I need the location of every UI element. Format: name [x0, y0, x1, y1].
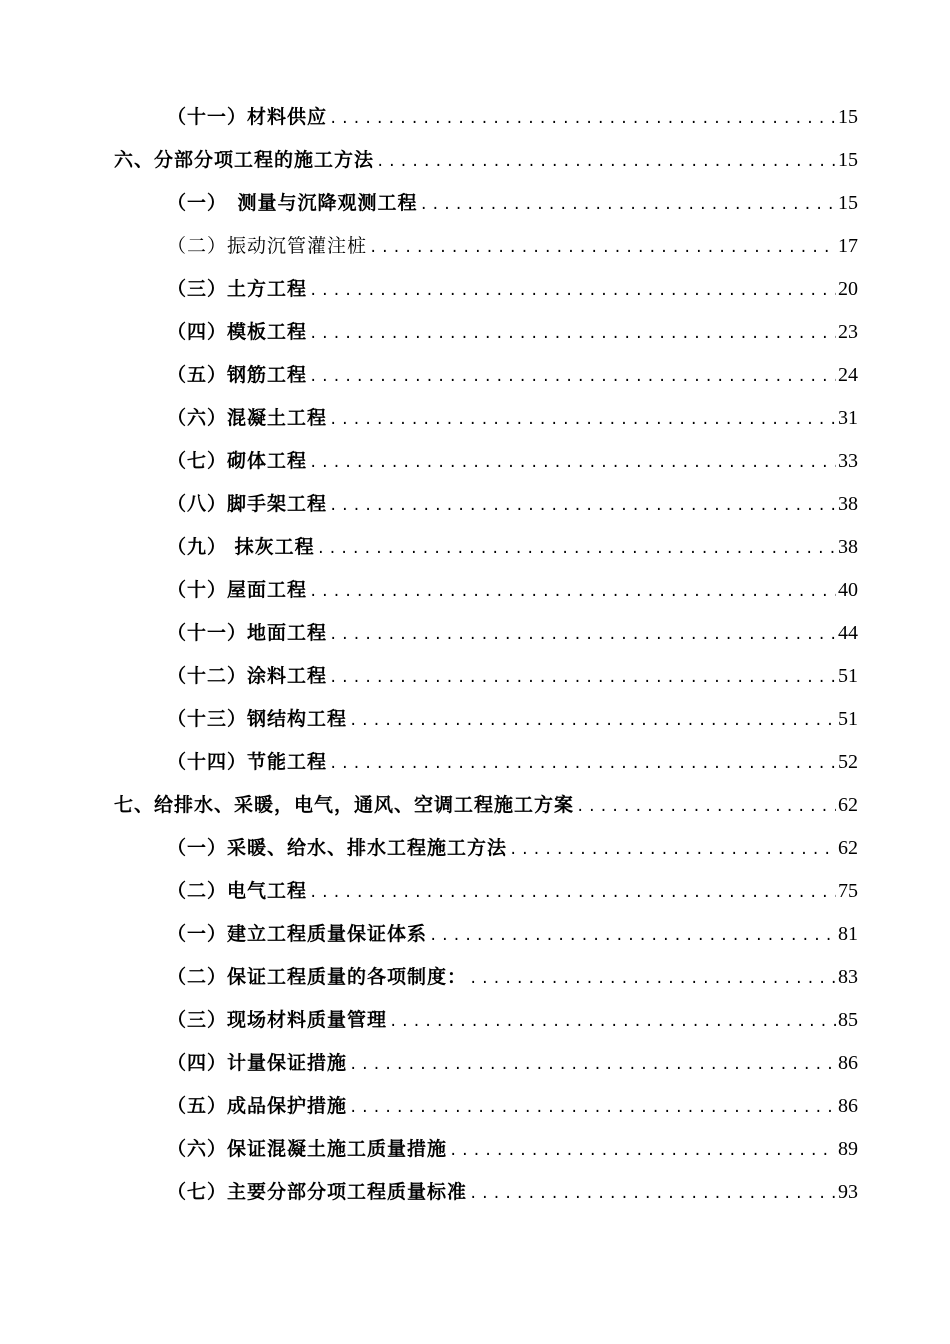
- toc-entry[interactable]: [167, 660, 858, 692]
- toc-entry-page: 23: [838, 321, 858, 343]
- toc-entry-title: （一）采暖、给水、排水工程施工方法: [167, 837, 508, 859]
- toc-entry[interactable]: [167, 359, 858, 391]
- toc-entry-page: 62: [838, 837, 858, 859]
- toc-entry-title: （十二）涂料工程: [167, 665, 328, 687]
- toc-entry[interactable]: [167, 531, 858, 563]
- toc-entry-page: 83: [838, 966, 858, 988]
- toc-entry[interactable]: [167, 1133, 858, 1165]
- toc-entry[interactable]: [167, 402, 858, 434]
- toc-leader: [449, 1135, 836, 1167]
- toc-entry-title: （六）混凝土工程: [167, 407, 328, 429]
- toc-entry-title: （七）主要分部分项工程质量标准: [167, 1181, 468, 1203]
- toc-leader: [349, 1092, 836, 1124]
- toc-leader: [349, 1049, 836, 1081]
- toc-entry-title: 七、给排水、采暖，电气，通风、空调工程施工方案: [114, 794, 575, 816]
- toc-entry[interactable]: [167, 316, 858, 348]
- toc-entry[interactable]: [167, 1004, 858, 1036]
- toc-entry-title: （二）保证工程质量的各项制度：: [167, 966, 468, 988]
- toc-leader: [309, 361, 836, 393]
- toc-entry[interactable]: [167, 746, 858, 778]
- toc-entry-page: 89: [838, 1138, 858, 1160]
- toc-entry-page: 81: [838, 923, 858, 945]
- toc-entry-page: 38: [838, 493, 858, 515]
- toc-entry-page: 31: [838, 407, 858, 429]
- toc-leader: [376, 146, 836, 178]
- toc-leader: [576, 791, 836, 823]
- toc-leader: [389, 1006, 836, 1038]
- toc-entry-title: （十一）材料供应: [167, 106, 328, 128]
- toc-entry-title: （五）钢筋工程: [167, 364, 308, 386]
- toc-leader: [317, 533, 836, 565]
- toc-entry-page: 17: [838, 235, 858, 257]
- toc-entry[interactable]: [167, 187, 858, 219]
- toc-leader: [329, 662, 836, 694]
- toc-entry-title: （二）振动沉管灌注桩: [167, 235, 368, 257]
- toc-entry[interactable]: [167, 617, 858, 649]
- toc-entry-page: 75: [838, 880, 858, 902]
- toc-leader: [509, 834, 836, 866]
- toc-entry-page: 15: [838, 106, 858, 128]
- toc-entry-title: （十四）节能工程: [167, 751, 328, 773]
- toc-leader: [329, 404, 836, 436]
- toc-entry-title: 六、分部分项工程的施工方法: [114, 149, 375, 171]
- toc-leader: [309, 275, 836, 307]
- toc-entry-title: （三）现场材料质量管理: [167, 1009, 388, 1031]
- toc-leader: [469, 963, 836, 995]
- toc-entry-page: 85: [838, 1009, 858, 1031]
- toc-entry-page: 51: [838, 708, 858, 730]
- toc-entry-page: 52: [838, 751, 858, 773]
- toc-entry[interactable]: [167, 961, 858, 993]
- toc-entry-title: （六）保证混凝土施工质量措施: [167, 1138, 448, 1160]
- toc-entry-page: 86: [838, 1095, 858, 1117]
- toc-entry[interactable]: [167, 875, 858, 907]
- toc-leader: [429, 920, 836, 952]
- toc-entry-page: 93: [838, 1181, 858, 1203]
- toc-leader: [329, 103, 836, 135]
- toc-leader: [420, 189, 836, 221]
- toc-entry-title: （三）土方工程: [167, 278, 308, 300]
- toc-entry-page: 62: [838, 794, 858, 816]
- toc-entry-page: 86: [838, 1052, 858, 1074]
- toc-entry[interactable]: [167, 832, 858, 864]
- toc-entry-title: （十三）钢结构工程: [167, 708, 348, 730]
- toc-entry[interactable]: [167, 918, 858, 950]
- toc-entry-page: 33: [838, 450, 858, 472]
- toc-entry[interactable]: [114, 144, 858, 176]
- toc-entry-title: （五）成品保护措施: [167, 1095, 348, 1117]
- toc-entry[interactable]: [167, 1176, 858, 1208]
- toc-entry-title: （四）模板工程: [167, 321, 308, 343]
- toc-entry-title: （一）建立工程质量保证体系: [167, 923, 428, 945]
- toc-entry[interactable]: [167, 445, 858, 477]
- toc-entry[interactable]: [167, 703, 858, 735]
- toc-entry[interactable]: [167, 1047, 858, 1079]
- toc-leader: [469, 1178, 836, 1210]
- toc-entry[interactable]: [167, 230, 858, 262]
- toc-entry-page: 15: [838, 149, 858, 171]
- toc-entry-page: 38: [838, 536, 858, 558]
- toc-leader: [329, 490, 836, 522]
- toc-leader: [309, 447, 836, 479]
- toc-entry[interactable]: [167, 488, 858, 520]
- toc-leader: [309, 877, 836, 909]
- toc-entry[interactable]: [167, 273, 858, 305]
- toc-entry-page: 24: [838, 364, 858, 386]
- toc-entry[interactable]: [114, 789, 858, 821]
- toc-leader: [309, 318, 836, 350]
- toc-entry[interactable]: [167, 574, 858, 606]
- toc-entry-title: （七）砌体工程: [167, 450, 308, 472]
- toc-entry-page: 20: [838, 278, 858, 300]
- toc-entry-title: （四）计量保证措施: [167, 1052, 348, 1074]
- toc-entry-title: （一） 测量与沉降观测工程: [167, 192, 418, 214]
- toc-entry-title: （十）屋面工程: [167, 579, 308, 601]
- toc-entry-page: 51: [838, 665, 858, 687]
- toc-entry-title: （二）电气工程: [167, 880, 308, 902]
- toc-entry-page: 15: [838, 192, 858, 214]
- toc-entry-title: （九） 抹灰工程: [167, 536, 315, 558]
- toc-leader: [349, 705, 836, 737]
- toc-entry[interactable]: [167, 101, 858, 133]
- toc-leader: [309, 576, 836, 608]
- toc-entry-title: （十一）地面工程: [167, 622, 328, 644]
- toc-leader: [329, 619, 836, 651]
- toc-entry[interactable]: [167, 1090, 858, 1122]
- toc-leader: [369, 232, 836, 264]
- toc-entry-title: （八）脚手架工程: [167, 493, 328, 515]
- toc-leader: [329, 748, 836, 780]
- toc-entry-page: 44: [838, 622, 858, 644]
- toc-entry-page: 40: [838, 579, 858, 601]
